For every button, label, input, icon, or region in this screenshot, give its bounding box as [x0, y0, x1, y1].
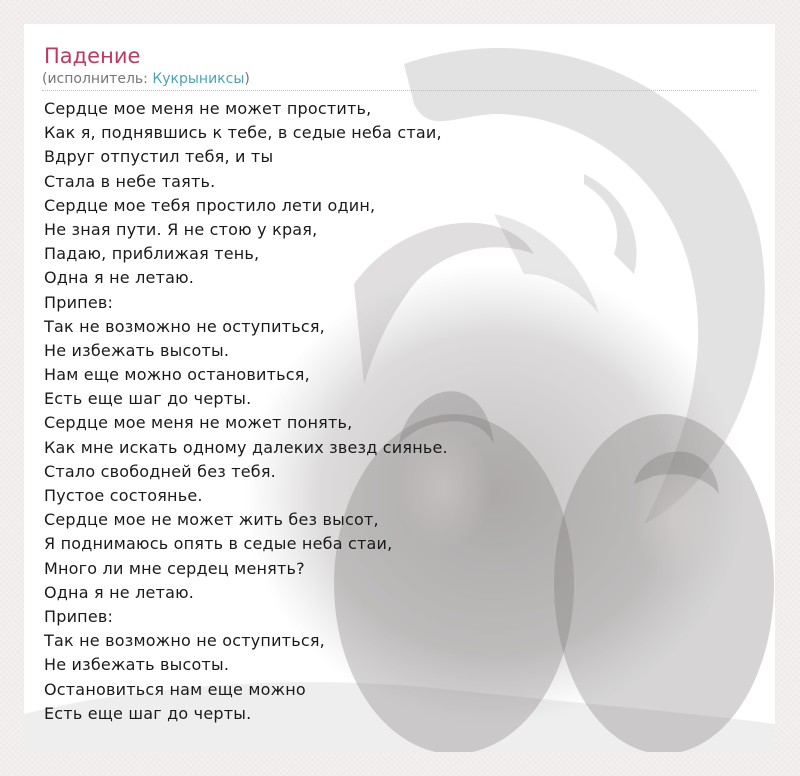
performer-line [42, 70, 250, 88]
lyric-line: Сердце мое тебя простило лети один, [44, 195, 376, 215]
lyric-line: Сердце мое меня не может понять, [44, 413, 353, 433]
song-title: Падение [44, 44, 141, 68]
lyric-line: Одна я не летаю. [44, 268, 195, 288]
lyric-line: Есть еще шаг до черты. [44, 703, 252, 723]
lyrics-content [24, 24, 775, 752]
lyric-line: Так не возможно не оступиться, [44, 316, 325, 336]
lyric-line: Падаю, приближая тень, [44, 244, 260, 264]
lyric-line: Стала в небе таять. [44, 171, 216, 191]
lyric-line: Много ли мне сердец менять? [44, 558, 305, 578]
performer-suffix: ) [244, 71, 250, 87]
lyric-line: Остановиться нам еще можно [44, 679, 306, 699]
lyric-line: Не избежать высоты. [44, 655, 230, 675]
lyric-line: Не избежать высоты. [44, 340, 230, 360]
performer-link[interactable]: Кукрыниксы [152, 71, 245, 87]
lyric-line: Я поднимаюсь опять в седые неба стаи, [44, 534, 393, 554]
lyric-line: Не зная пути. Я не стою у края, [44, 219, 318, 239]
chorus-label: Припев: [44, 292, 114, 312]
performer-prefix: (исполнитель: [42, 71, 153, 87]
lyric-line: Вдруг отпустил тебя, и ты [44, 147, 274, 167]
lyric-line: Пустое состоянье. [44, 486, 203, 505]
lyric-line: Сердце мое не может жить без высот, [44, 510, 379, 530]
lyric-line: Как я, поднявшись к тебе, в седые неба стаи, [44, 123, 442, 143]
lyric-line: Нам еще можно остановиться, [44, 365, 310, 385]
lyric-line: Как мне искать одному далеких звезд сиянье. [44, 437, 448, 457]
lyric-line: Одна я не летаю. [44, 582, 195, 602]
lyric-line: Есть еще шаг до черты. [44, 389, 252, 409]
divider [42, 90, 756, 91]
lyric-line: Стало свободней без тебя. [44, 461, 276, 481]
lyrics-card [24, 24, 775, 752]
lyric-line: Так не возможно не оступиться, [44, 631, 325, 651]
chorus-label: Припев: [44, 606, 114, 626]
lyric-line: Сердце мое меня не может простить, [44, 99, 372, 118]
lyrics-text [44, 97, 448, 726]
